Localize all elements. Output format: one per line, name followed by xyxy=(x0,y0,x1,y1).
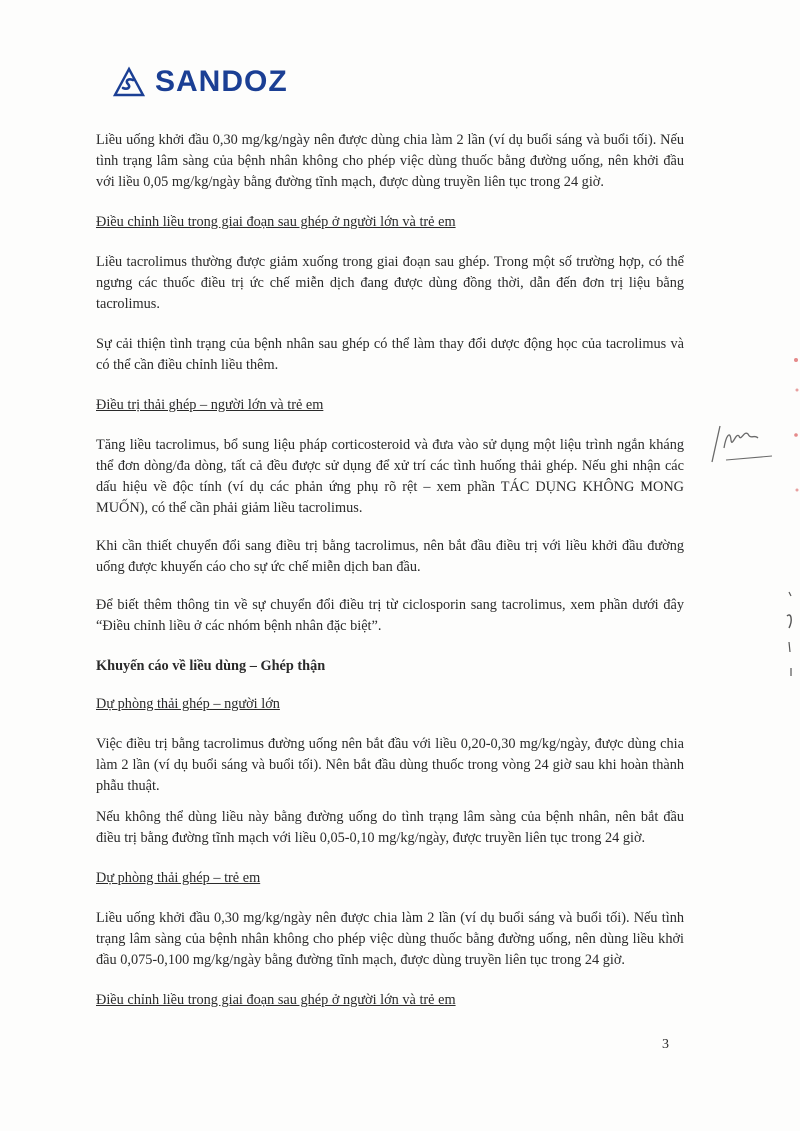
document-body xyxy=(96,130,684,1011)
paragraph: Liều uống khởi đầu 0,30 mg/kg/ngày nên được chia làm 2 lần (ví dụ buổi sáng và buổi tối). Nếu tình trạng lâm sàng của bệnh nhân không cho phép việc dùng thuốc bằng đường uống, nên dùng liều khởi đầu 0,075-0,100 mg/kg/ngày bằng đường tĩnh mạch, được dùng truyền liên tục trong 24 giờ. xyxy=(96,910,684,968)
sandoz-logo-icon xyxy=(113,66,145,98)
margin-marks xyxy=(775,590,797,680)
handwritten-initials xyxy=(706,418,778,468)
paragraph: Khi cần thiết chuyển đổi sang điều trị bằng tacrolimus, nên bắt đầu điều trị với liều khởi đầu đường uống được khuyến cáo cho sự ức chế miễn dịch ban đầu. xyxy=(96,538,684,575)
section-heading: Điều chỉnh liều trong giai đoạn sau ghép ở người lớn và trẻ em xyxy=(96,992,456,1008)
section-heading: Dự phòng thải ghép – người lớn xyxy=(96,696,280,712)
page-number: 3 xyxy=(662,1037,669,1052)
sandoz-logo xyxy=(113,66,288,98)
paragraph: Liều tacrolimus thường được giảm xuống trong giai đoạn sau ghép. Trong một số trường hợp, có thể ngưng các thuốc điều trị ức chế miễn dịch đang được dùng đồng thời, dẫn đến đơn trị liệu bằng tacrolimus. xyxy=(96,254,684,312)
brand-name: SANDOZ xyxy=(155,65,288,98)
paragraph: Để biết thêm thông tin về sự chuyển đổi điều trị từ ciclosporin sang tacrolimus, xem phần dưới đây “Điều chỉnh liều ở các nhóm bệnh nhân đặc biệt”. xyxy=(96,597,684,634)
paragraph: Việc điều trị bằng tacrolimus đường uống nên bắt đầu với liều 0,20-0,30 mg/kg/ngày, được dùng chia làm 2 lần (ví dụ buổi sáng và buổi tối). Nên bắt đầu dùng thuốc trong vòng 24 giờ sau khi hoàn thành phẫu thuật. xyxy=(96,736,684,794)
section-title: Khuyến cáo về liều dùng – Ghép thận xyxy=(96,658,326,674)
section-heading: Dự phòng thải ghép – trẻ em xyxy=(96,870,261,886)
section-heading: Điều trị thải ghép – người lớn và trẻ em xyxy=(96,397,324,413)
paragraph: Liều uống khởi đầu 0,30 mg/kg/ngày nên được dùng chia làm 2 lần (ví dụ buổi sáng và buổi tối). Nếu tình trạng lâm sàng của bệnh nhân không cho phép việc dùng thuốc bằng đường uống, nên khởi đầu với liều 0,05 mg/kg/ngày bằng đường tĩnh mạch, được dùng truyền liên tục trong 24 giờ. xyxy=(96,132,684,190)
paragraph: Tăng liều tacrolimus, bổ sung liệu pháp corticosteroid và đưa vào sử dụng một liệu trình ngắn kháng thể đơn dòng/đa dòng, tất cả đều được sử dụng để xử trí các tình huống thải ghép. Nếu ghi nhận các dấu hiệu về độc tính (ví dụ các phản ứng phụ rõ rệt – xem phần TÁC DỤNG KHÔNG MONG MUỐN), có thể cần phải giảm liều tacrolimus. xyxy=(96,437,684,516)
section-heading: Điều chỉnh liều trong giai đoạn sau ghép ở người lớn và trẻ em xyxy=(96,214,456,230)
edge-stains xyxy=(784,350,800,500)
paragraph: Nếu không thể dùng liều này bằng đường uống do tình trạng lâm sàng của bệnh nhân, nên bắt đầu điều trị bằng đường tĩnh mạch với liều 0,05-0,10 mg/kg/ngày, được truyền liên tục trong 24 giờ. xyxy=(96,809,684,846)
paragraph: Sự cải thiện tình trạng của bệnh nhân sau ghép có thể làm thay đổi dược động học của tacrolimus và có thể cần điều chỉnh liều thêm. xyxy=(96,336,684,373)
